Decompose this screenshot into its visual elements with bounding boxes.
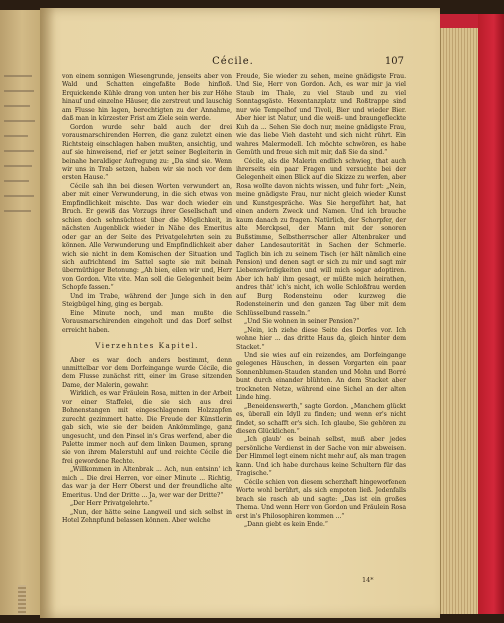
paragraph: Cécile, als die Malerin endlich schwieg, that auch ihrerseits ein paar Fragen und versuchte bei der Gelegenheit einen Blick auf die Skizze zu werfen, aber Rosa wollte davon nichts wissen, und fuhr fort: „Nein, meine gnädigste Frau, nur nicht gleich wieder Kunst und Kunstgespräche. Was Sie hergeführt hat, hat einen andern Zweck und Namen. Und ich brauche kaum danach zu fragen. Natürlich, der Schorpfer, der alte Merckpsel, der Mann mit der sonoren Bußstimme, Selbstherrscher aller Altenbraker und daher Landesautorität in Sachen der Schmerle. Taglich bin ich zu seinem Tisch (er hält nämlich eine Pension) und denen sagt er sich zu mir und sagt mir Liebenswürdigkeiten und will mich sogar adoptiren. Aber ich hab' ihm gesagt, er müßte mich heirathen, andres thät' ich's nicht, ich wolle Schloßfrau werden auf Burg Rodensteinu oder kurzweg die Rodensteinerin und den ganzen Tag über mit dem Schlüsselbund rasseln.“ xyxy=(236,157,406,317)
paragraph: „Nein, ich ziehe diese Seite des Dorfes vor. Ich wohne hier ... das dritte Haus da, gleich hinter dem Stacket.“ xyxy=(236,326,406,351)
running-head: Cécile. xyxy=(212,56,254,67)
signature-mark: 14* xyxy=(362,576,374,584)
paragraph: Wirklich, es war Fräulein Rosa, mitten in der Arbeit vor einer Staffelei, die sie sich aus drei Bohnenstangen mit eingeschlagenem Holzzapfen zurecht gezimmert hatte. Die Freude der Künstlerin gab sich, wie sie der beiden Ankömmlinge, ganz ungesucht, und den Pinsel in's Gras werfend, aber die Palette immer noch auf dem linken Daumen, sprang sie von ihrem Malerstuhl auf und reichte Cécile die frei gewordene Rechte. xyxy=(62,390,232,465)
paragraph: Und sie wies auf ein reizendes, am Dorfeingange gelegenes Häuschen, in dessen Vorgarten ein paar Sonnenblumen-Stauden standen und Mohn und Borré bunt durch einander blühten. An dem Stacket aber trockneten Netze, während eine Sichel an der alten Linde hing. xyxy=(236,351,406,402)
paragraph: „Der Herr Privatgelehrte.“ xyxy=(70,500,153,508)
book-cover xyxy=(478,14,504,614)
left-column-after-heading xyxy=(62,357,232,526)
left-page-text-fragment xyxy=(4,90,34,92)
left-page-edge xyxy=(0,10,41,615)
chapter-heading: Vierzehntes Kapitel. xyxy=(95,341,199,351)
left-page-text-fragment xyxy=(4,150,34,152)
page-number: 107 xyxy=(384,56,404,67)
left-page-text-fragment xyxy=(4,165,32,167)
paragraph: „Willkommen in Altenbrak ... Ach, nun entsinn' ich mich .. Die drei Herren, vor einer Minute ... Richtig, das war ja der Herr Oberst und der freundliche alte Emeritus. Und der Dritte ... Ja, wer war der Dritte?“ xyxy=(62,466,232,499)
left-text-column xyxy=(62,73,232,526)
paragraph: „Beneidenswerth,“ sagte Gordon. „Manchem glückt es, überall ein Idyll zu finden; und wenn er's nicht findet, so schafft er's sich. Ich glaube, Sie gehören zu diesen Glücklichen.“ xyxy=(236,402,406,436)
page-header xyxy=(62,56,404,72)
paragraph: „Dann giebt es kein Ende.“ xyxy=(244,521,328,529)
left-page-text-fragment xyxy=(4,195,34,197)
paragraph: Freude, Sie wieder zu sehen, meine gnädigste Frau. Und Sie, Herr von Gordon. Ach, es war mir ja viel Staub im Thale, zu viel Staub und zu viel Sonntagsgäste. Hexentanzplatz und Roßtrappe sind nur wie Tempelhof und Tivoli, Bier und wieder Bier. Aber hier ist Natur, und die weiß- und braungefleckte Kuh da ... Sehen Sie doch nur, meine gnädigste Frau, wie das liebe Vieh dasteht und sich nicht rührt. Ein wahres Malermodell. Ich möchte schwören, es habe Gemüth und freue sich mit mir, daß Sie da sind.“ xyxy=(236,73,406,157)
page-edges xyxy=(440,26,481,614)
paragraph: Und im Trabe, während der Junge sich in den Steigbügel hing, ging es bergab. xyxy=(62,292,232,309)
paragraph: Gordon wurde sehr bald auch der drei vorausmarschirenden Herren, die ganz zuletzt einen Richtsteig einschlagen haben mußten, ansichtig, und auf sie hinweisend, rief er jetzt seiner Begleiterin in beinahe heraldiger Aufregung zu: „Da sind sie. Wenn wir uns in Trab setzen, haben wir sie noch vor dem ersten Hause.“ xyxy=(62,123,232,182)
left-page-text-fragment xyxy=(4,105,30,107)
left-column-before-heading xyxy=(62,73,232,335)
left-page-text-fragment xyxy=(4,210,31,212)
bookmark-ribbon xyxy=(18,585,26,615)
left-page-text-fragment xyxy=(4,135,28,137)
left-page-text-fragment xyxy=(4,180,29,182)
paragraph: „Und Sie wohnen in seiner Pension?“ xyxy=(244,318,360,326)
paragraph: Eine Minute noch, und man mußte die Vorausmarschirenden eingeholt und das Dorf selbst erreicht haben. xyxy=(62,309,232,334)
left-page-text-fragment xyxy=(4,120,35,122)
paragraph: Aber es war doch anders bestimmt, denn unmittelbar vor dem Dorfeingange wurde Cécile, die dem Flusse zunächst ritt, einer im Grase sitzenden Dame, der Malerin, gewahr. xyxy=(62,356,232,389)
paragraph: „Nun, der hätte seine Langweil und sich selbst in Hotel Zehnpfund belassen können. Aber welche xyxy=(62,508,232,525)
left-page-text-fragment xyxy=(4,75,32,77)
paragraph: von einem sonnigen Wiesengrunde, jenseits aber von Wald und Schatten eingefaßte Bode hinfloß. Erquickende Kühle drang von unten her bis zur Höhe hinauf und einzelne Häuser, die zerstreut und lauschig am Flusse hin lagen, berechtigten zu der Annahme, daß man in kürzester Frist am Ziele sein werde. xyxy=(62,73,232,123)
paragraph: „Ich glaub' es beinah selbst, muß aber jedes persönliche Verdienst in der Sache von mir abweisen. Der Himmel legt einem nicht mehr auf, als man tragen kann. Und ich habe durchaus keine Schultern für das Tragische.“ xyxy=(236,436,406,478)
paragraph: Cécile schien von diesem scherzhaft hingeworfenen Worte wohl berührt, als sich empoten ließ. Jedenfalls brach sie rasch ab und sagte: „Das ist ein großes Thema. Und wenn Herr von Gordon und Fräulein Rosa erst in's Philosophiren kommen ...“ xyxy=(236,478,406,520)
paragraph: Cécile sah ihn bei diesen Worten verwundert an, aber mit einer Verwunderung, in die sich etwas von Empfindlichkeit mischte. Das war doch wieder ein Bruch. Er gewiß das Vorzugs ihrer Gesellschaft und schien doch sehnsüchtest über die Möglichkeit, in nächsten Augenblick wieder in Nähe des Emeritus oder gar an der Seite des Privatgelehrten sein zu können. Alle Verwunderung und Empfindlichkeit aber wich sie nicht in dem Komischen der Situation und sich aufrichtend im Sattel sagte sie mit beinah übermüthiger Betonung: „Ah bien, eilen wir und, Herr von Gordon. Vite vite. Man soll die Gelegenheit beim Schopfe fassen.“ xyxy=(62,182,232,292)
right-text-column xyxy=(236,73,406,529)
